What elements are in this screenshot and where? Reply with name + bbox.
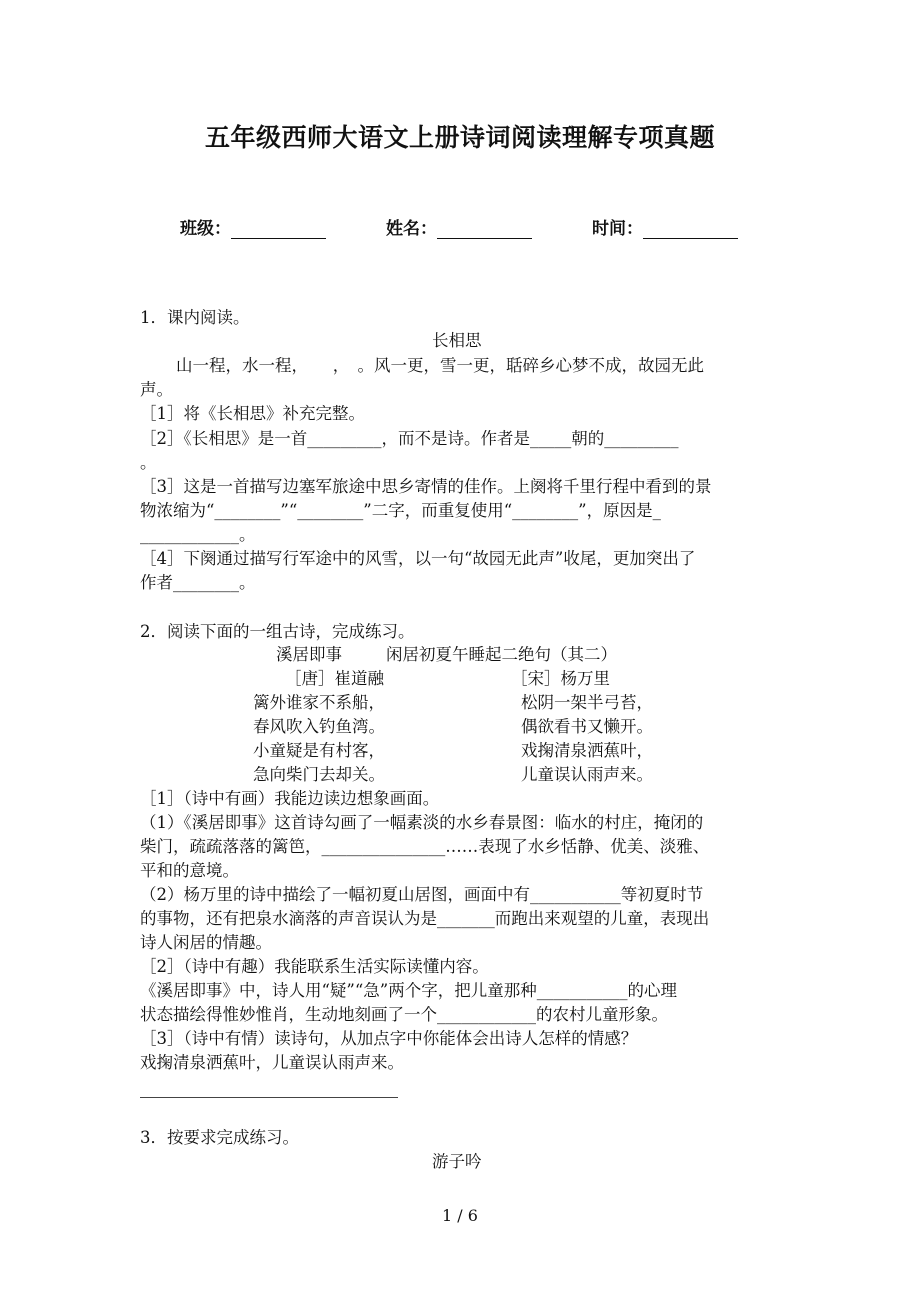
q2-sub1-2: （2）杨万里的诗中描绘了一幅初夏山居图，画面中有___________等初夏时节	[140, 885, 704, 904]
q2-heading: 2．阅读下面的一组古诗，完成练习。	[140, 622, 415, 641]
q2-poem2-title: 闲居初夏午睡起二绝句（其二）	[386, 645, 617, 664]
q2-poem2-line: 松阴一架半弓苔，	[521, 693, 653, 712]
q2-poem1-line: 小童疑是有村客，	[253, 741, 385, 760]
q2-sub1-1-cont: 平和的意境。	[140, 861, 239, 880]
q2-sub1-1-cont: 柴门，疏疏落落的篱笆，_______________……表现了水乡恬静、优美、淡雅、	[140, 837, 710, 856]
q2-poem2-author: ［宋］杨万里	[511, 669, 610, 688]
q2-sub3: ［3］（诗中有情）读诗句，从加点字中你能体会出诗人怎样的情感？	[140, 1029, 638, 1048]
q1-poem-line: 山一程，水一程， ， 。风一更，雪一更，聒碎乡心梦不成，故园无此	[176, 356, 704, 375]
q2-sub3-line: 戏掬清泉洒蕉叶，儿童误认雨声来。	[140, 1053, 404, 1072]
q2-poem2-line: 戏掬清泉洒蕉叶，	[521, 741, 653, 760]
page-title: 五年级西师大语文上册诗词阅读理解专项真题	[204, 123, 715, 152]
q3-poem-title: 游子吟	[432, 1152, 482, 1171]
q2-poem2-line: 儿童误认雨声来。	[521, 765, 653, 784]
q2-sub2-text: 状态描绘得惟妙惟肖，生动地刻画了一个____________的农村儿童形象。	[140, 1005, 668, 1024]
q1-sub3-cont: 物浓缩为“________”“________”二字，而重复使用“________”，原因是_	[140, 501, 661, 520]
q2-poem1-line: 春风吹入钓鱼湾。	[253, 717, 385, 736]
q2-sub1-2-cont: 诗人闲居的情趣。	[140, 933, 272, 952]
q3-heading: 3．按要求完成练习。	[140, 1128, 299, 1147]
time-label: 时间：	[592, 219, 643, 239]
q1-heading: 1．课内阅读。	[140, 308, 250, 327]
page-number: 1 / 6	[442, 1206, 478, 1225]
class-field	[180, 214, 326, 239]
q2-sub2-text: 《溪居即事》中，诗人用“疑”“急”两个字，把儿童那种___________的心理	[140, 981, 677, 1000]
class-blank[interactable]	[231, 220, 326, 239]
q2-poem1-author: ［唐］崔道融	[285, 669, 384, 688]
time-field	[592, 214, 738, 239]
q1-sub4: ［4］下阕通过描写行军途中的风雪，以一句“故园无此声”收尾，更加突出了	[140, 549, 696, 568]
q1-poem-title: 长相思	[432, 331, 482, 350]
q2-sub2: ［2］（诗中有趣）我能联系生活实际读懂内容。	[140, 957, 489, 976]
q1-sub2-cont: 。	[140, 453, 157, 472]
q1-sub4-cont: 作者________。	[140, 573, 256, 592]
q2-poem2-line: 偶欲看书又懒开。	[521, 717, 653, 736]
class-label: 班级：	[180, 219, 231, 239]
name-label: 姓名：	[386, 219, 437, 239]
q1-poem-line: 声。	[140, 380, 173, 399]
q2-sub1: ［1］（诗中有画）我能边读边想象画面。	[140, 789, 440, 808]
q2-poem1-line: 急向柴门去却关。	[253, 765, 385, 784]
q2-poem1-title: 溪居即事	[276, 645, 342, 664]
time-blank[interactable]	[643, 220, 738, 239]
name-blank[interactable]	[437, 220, 532, 239]
q1-sub2: ［2］《长相思》是一首_________，而不是诗。作者是_____朝的_________	[140, 429, 679, 448]
q2-poem1-line: 篱外谁家不系船，	[253, 693, 385, 712]
answer-line[interactable]	[140, 1097, 398, 1098]
q2-sub1-1: （1）《溪居即事》这首诗勾画了一幅素淡的水乡春景图：临水的村庄，掩闭的	[140, 813, 704, 832]
q1-sub3-cont: ____________。	[140, 525, 256, 544]
q1-sub3: ［3］这是一首描写边塞军旅途中思乡寄情的佳作。上阕将千里行程中看到的景	[140, 477, 712, 496]
name-field	[386, 214, 532, 239]
q2-sub1-2-cont: 的事物，还有把泉水滴落的声音误认为是_______而跑出来观望的儿童，表现出	[140, 909, 710, 928]
q1-sub1: ［1］将《长相思》补充完整。	[140, 404, 365, 423]
